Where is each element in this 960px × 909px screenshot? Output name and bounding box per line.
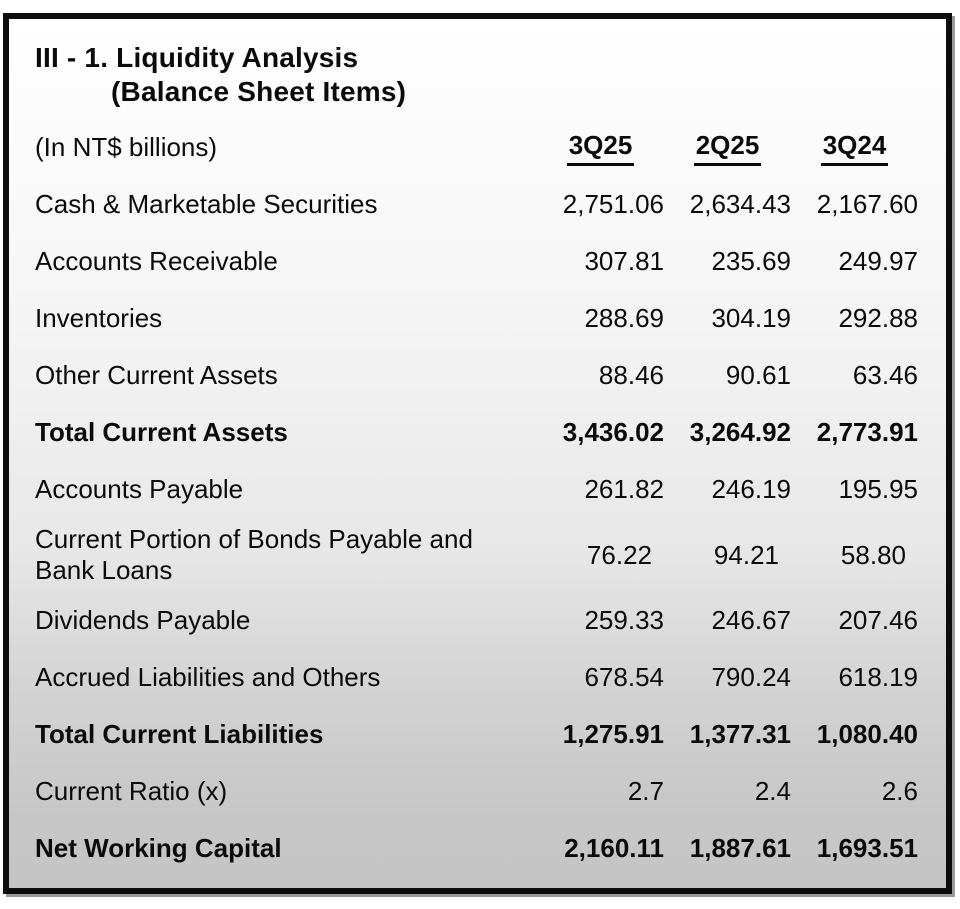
value-cell: 2,167.60 [816,189,918,219]
value-cell: 288.69 [584,303,664,333]
table-row-accounts-payable [35,461,918,518]
table-header-row [35,119,918,176]
row-label: Accounts Receivable [35,246,278,276]
value-cell: 307.81 [584,246,664,276]
value-cell: 259.33 [584,605,664,635]
row-label: Other Current Assets [35,360,278,390]
title-line-1: III - 1. Liquidity Analysis [35,42,359,73]
value-cell: 1,693.51 [816,833,918,863]
value-cell: 207.46 [838,605,918,635]
value-cell: 94.21 [713,539,779,570]
table-row-cash-marketable-securities [35,176,918,233]
row-label: Total Current Liabilities [35,719,324,749]
row-label: Current Portion of Bonds Payable and Bank Loans [35,524,473,585]
value-cell: 90.61 [725,360,791,390]
value-cell: 246.67 [711,605,791,635]
table-row-total-current-assets [35,404,918,461]
column-header-cell [664,130,791,166]
value-cell: 1,887.61 [689,833,791,863]
value-cell: 2,634.43 [689,189,791,219]
value-cell: 76.22 [586,539,652,570]
value-cell: 58.80 [840,539,906,570]
row-label: Total Current Assets [35,417,288,447]
value-cell: 261.82 [584,474,664,504]
table-row-current-portion-bonds-bank-loans [35,518,918,592]
value-cell: 246.19 [711,474,791,504]
value-cell: 3,264.92 [689,417,791,447]
row-label: Accounts Payable [35,474,244,504]
unit-label: (In NT$ billions) [35,132,218,162]
value-cell: 618.19 [838,662,918,692]
row-label: Net Working Capital [35,833,282,863]
value-cell: 2,751.06 [562,189,664,219]
table-row-total-current-liabilities [35,706,918,763]
value-cell: 2,773.91 [816,417,918,447]
title-line-2: (Balance Sheet Items) [111,76,407,107]
table-row-inventories [35,290,918,347]
column-header-3q25: 3Q25 [567,130,635,166]
column-header-3q24: 3Q24 [821,130,889,166]
value-cell: 249.97 [838,246,918,276]
table-row-other-current-assets [35,347,918,404]
value-cell: 790.24 [711,662,791,692]
page-title [35,41,918,109]
table-row-net-working-capital [35,820,918,877]
value-cell: 1,275.91 [562,719,664,749]
value-cell: 678.54 [584,662,664,692]
row-label: Dividends Payable [35,605,251,635]
value-cell: 2.6 [881,776,918,806]
column-header-cell [537,130,664,166]
liquidity-analysis-slide [3,13,952,894]
value-cell: 3,436.02 [562,417,664,447]
row-label: Accrued Liabilities and Others [35,662,381,692]
column-header-cell [791,130,918,166]
value-cell: 88.46 [598,360,664,390]
value-cell: 195.95 [838,474,918,504]
row-label: Cash & Marketable Securities [35,189,378,219]
column-header-2q25: 2Q25 [694,130,762,166]
value-cell: 292.88 [838,303,918,333]
value-cell: 304.19 [711,303,791,333]
value-cell: 235.69 [711,246,791,276]
table-row-accrued-liabilities [35,649,918,706]
value-cell: 2.7 [627,776,664,806]
value-cell: 1,377.31 [689,719,791,749]
row-label: Inventories [35,303,163,333]
table-row-current-ratio [35,763,918,820]
value-cell: 63.46 [852,360,918,390]
value-cell: 1,080.40 [816,719,918,749]
table-row-dividends-payable [35,592,918,649]
value-cell: 2,160.11 [564,833,664,863]
row-label: Current Ratio (x) [35,776,228,806]
table-row-accounts-receivable [35,233,918,290]
value-cell: 2.4 [754,776,791,806]
